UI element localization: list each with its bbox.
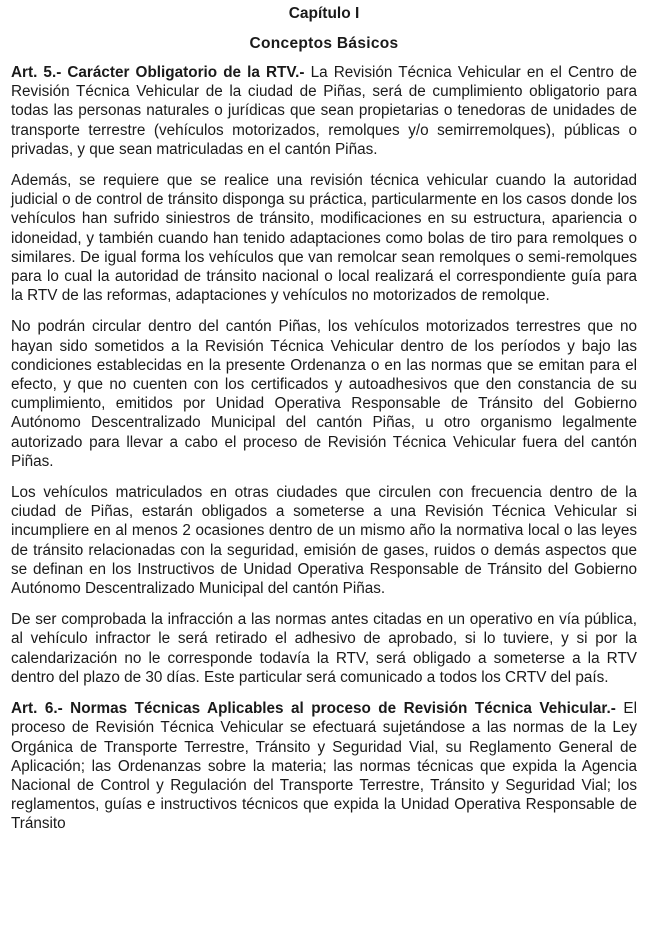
article-6-paragraph [11, 699, 637, 833]
paragraph-4-text: Los vehículos matriculados en otras ciudades que circulen con frecuencia dentro de la ciudad de Piñas, estarán obligados a someterse a una Revisión Técnica Vehicular si incumpliere en al menos 2 ocasiones dentro de un mismo año la normativa local o las leyes de tránsito relacionadas con la seguridad, emisión de gases, ruidos o demás aspectos que se definan en los Instructivos de Unidad Operativa Responsable de Tránsito del Gobierno Autónomo Descentralizado Municipal del cantón Piñas. [11, 484, 637, 598]
paragraph-3 [11, 317, 637, 471]
article-5-paragraph [11, 63, 637, 159]
paragraph-5-text: De ser comprobada la infracción a las normas antes citadas en un operativo en vía pública, al vehículo infractor le será retirado el adhesivo de aprobado, si lo tuviere, y si por la calendarización no le corresponde todavía la RTV, será obligado a someterse a la RTV dentro del plazo de 30 días. Este particular será comunicado a todos los CRTV del país. [11, 611, 637, 686]
paragraph-2 [11, 171, 637, 305]
paragraph-4 [11, 483, 637, 598]
section-title: Conceptos Básicos [249, 35, 399, 52]
paragraph-3-text: No podrán circular dentro del cantón Piñas, los vehículos motorizados terrestres que no hayan sido sometidos a la Revisión Técnica Vehicular dentro de los períodos y bajo las condiciones establecidas en la presente Ordenanza o en las normas que se emitan para el efecto, y que no cuenten con los certificados y autoadhesivos que den constancia de su cumplimiento, emitidos por Unidad Operativa Responsable de Tránsito del Gobierno Autónomo Descentralizado Municipal del cantón Piñas, u otro organismo legalmente autorizado para llevar a cabo el proceso de Revisión Técnica Vehicular fuera del cantón Piñas. [11, 318, 637, 470]
article-6-title: Art. 6.- Normas Técnicas Aplicables al proceso de Revisión Técnica Vehicular.- [11, 700, 616, 718]
article-5-title: Art. 5.- Carácter Obligatorio de la RTV.- [11, 64, 305, 81]
paragraph-2-text: Además, se requiere que se realice una revisión técnica vehicular cuando la autoridad judicial o de control de tránsito disponga su práctica, particularmente en los casos donde los vehículos han sufrido siniestros de tránsito, modificaciones en su estructura, apariencia o idoneidad, y también cuando han tenido adaptaciones como bolas de tiro para remolques o similares. De igual forma los vehículos que van remolcar sean remolques o semi-remolques para lo cual la autoridad de tránsito nacional o local realizará el correspondiente guía para la RTV de las reformas, adaptaciones y vehículos no motorizados de remolque. [11, 172, 637, 305]
article-6-text: El proceso de Revisión Técnica Vehicular se efectuará sujetándose a las normas de la Ley Orgánica de Transporte Terrestre, Tránsito y Seguridad Vial, su Reglamento General de Aplicación; las Ordenanzas sobre la materia; las normas técnicas que expida la Agencia Nacional de Control y Regulación del Transporte Terrestre, Tránsito y Seguridad Vial; los reglamentos, guías e instructivos técnicos que expida la Unidad Operativa Responsable de Tránsito [11, 700, 637, 833]
chapter-title: Capítulo I [288, 5, 360, 22]
paragraph-5 [11, 610, 637, 687]
article-5-text: La Revisión Técnica Vehicular en el Centro de Revisión Técnica Vehicular de la ciudad de Piñas, será de cumplimiento obligatorio para todas las personas naturales o jurídicas que sean propietarias o tenedoras de unidades de transporte terrestre (vehículos motorizados, remolques y/o semirremolques), públicas o privadas, y que sean matriculadas en el cantón Piñas. [11, 64, 637, 158]
